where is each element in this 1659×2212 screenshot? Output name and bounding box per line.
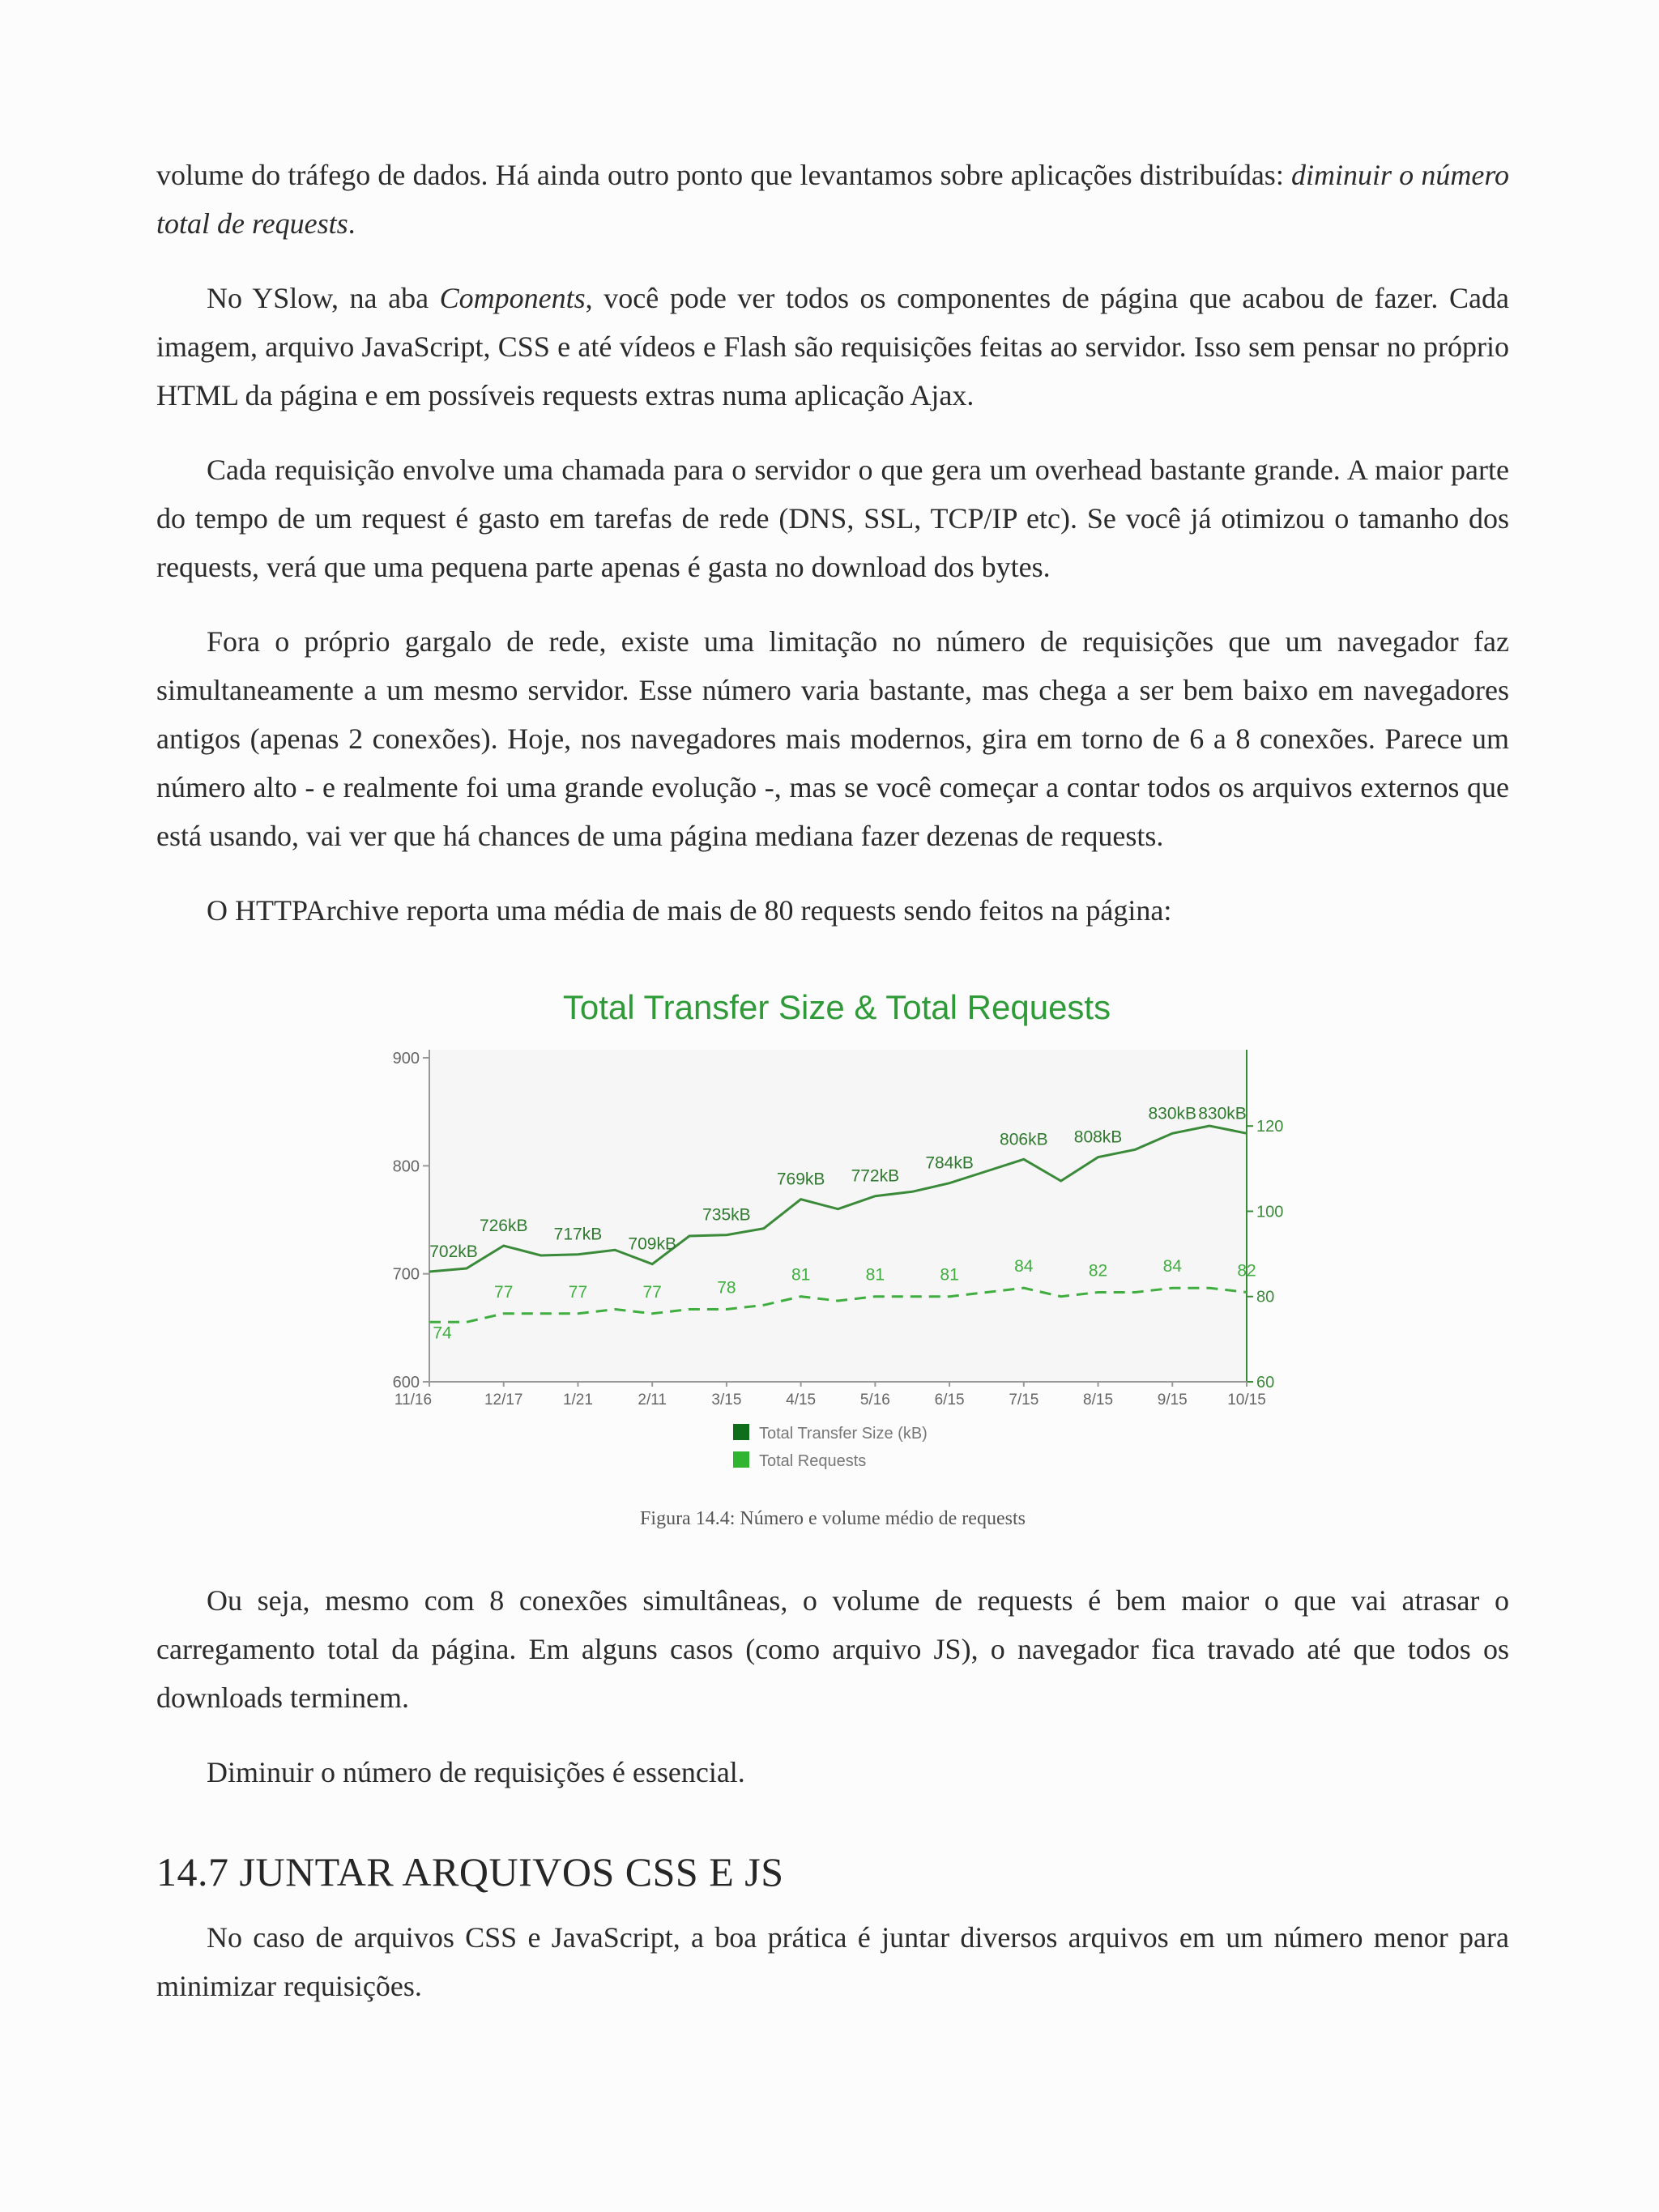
x-tick-label: 5/16	[859, 1392, 890, 1409]
right-tick-label: 100	[1256, 1203, 1284, 1221]
requests-data-label: 78	[717, 1278, 736, 1298]
x-tick-label: 12/17	[484, 1392, 523, 1409]
paragraph-3: Cada requisição envolve uma chamada para o servidor o que gera um overhead bastante grande. A maior parte do tempo de um request é gasto em tarefas de rede (DNS, SSL, TCP/IP etc). Se você já otimizou o tamanho dos requests, verá que uma pequena parte apenas é gasta no download dos bytes.	[156, 454, 1509, 583]
x-tick-label: 7/15	[1009, 1392, 1039, 1409]
x-tick-label: 11/16	[394, 1392, 433, 1409]
transfer-size-data-label: 735kB	[702, 1205, 751, 1225]
requests-data-label: 81	[940, 1265, 959, 1285]
page-content	[156, 151, 1509, 2036]
legend-swatch	[733, 1451, 749, 1468]
transfer-size-data-label: 830kB	[1198, 1104, 1247, 1123]
x-tick-label: 9/15	[1157, 1392, 1188, 1409]
transfer-size-data-label: 784kB	[925, 1153, 974, 1173]
x-tick-label: 10/15	[1227, 1392, 1266, 1409]
requests-data-label: 82	[1237, 1261, 1256, 1281]
transfer-size-data-label: 808kB	[1073, 1127, 1123, 1147]
paragraph-1-italic: diminuir o número total de requests	[156, 159, 1510, 240]
paragraph-4: Fora o próprio gargalo de rede, existe uma limitação no número de requisições que um navegador faz simultaneamente a um mesmo servidor. Esse número varia bastante, mas chega a ser bem baixo em navegadores antigos (apenas 2 conexões). Hoje, nos navegadores mais modernos, gira em torno de 6 a 8 conexões. Parece um número alto - e realmente foi uma grande evolução -, mas se você começar a contar todos os arquivos externos que está usando, vai ver que há chances de uma página mediana fazer dezenas de requests.	[156, 625, 1509, 852]
requests-data-label: 81	[865, 1265, 885, 1285]
requests-data-label: 82	[1088, 1261, 1108, 1281]
x-tick-label: 6/15	[934, 1392, 965, 1409]
requests-data-label: 77	[494, 1282, 514, 1302]
transfer-size-data-label: 717kB	[553, 1225, 603, 1244]
requests-data-label: 77	[568, 1282, 588, 1302]
paragraph-1	[156, 151, 1509, 248]
transfer-size-data-label: 772kB	[851, 1166, 900, 1186]
requests-data-label: 81	[791, 1265, 811, 1285]
section-heading: 14.7 JUNTAR ARQUIVOS CSS E JS	[156, 1849, 784, 1894]
transfer-size-data-label: 830kB	[1148, 1104, 1197, 1123]
requests-data-label: 84	[1014, 1257, 1034, 1276]
left-tick-label: 600	[392, 1374, 420, 1392]
left-tick-label: 800	[392, 1157, 420, 1176]
paragraph-2-text-b: , você pode ver todos os componentes de página que acabou de fazer. Cada imagem, arquivo JavaScript, CSS e até vídeos e Flash são requisições feitas ao servidor. Isso sem pensar no próprio HTML da página e em possíveis requests extras numa aplicação Ajax.	[156, 282, 1510, 411]
x-tick-label: 8/15	[1083, 1392, 1114, 1409]
transfer-size-data-label: 726kB	[479, 1217, 528, 1235]
plot-background	[429, 1050, 1247, 1382]
paragraph-2-text-a: No YSlow, na aba	[207, 282, 440, 314]
right-tick-label: 60	[1256, 1374, 1275, 1392]
paragraph-8: No caso de arquivos CSS e JavaScript, a boa prática é juntar diversos arquivos em um número menor para minimizar requisições.	[156, 1921, 1509, 2002]
legend-swatch	[733, 1424, 749, 1440]
x-tick-label: 1/21	[562, 1392, 593, 1409]
legend-label: Total Requests	[759, 1452, 867, 1470]
figure-chart	[156, 961, 1509, 1544]
transfer-size-data-label: 806kB	[1000, 1130, 1048, 1149]
left-tick-label: 700	[392, 1265, 420, 1284]
legend-label: Total Transfer Size (kB)	[759, 1425, 928, 1443]
transfer-size-data-label: 769kB	[776, 1170, 825, 1189]
chart-svg	[156, 961, 1509, 1495]
paragraph-1-text: volume do tráfego de dados. Há ainda outro ponto que levantamos sobre aplicações distribuídas:	[156, 159, 1291, 191]
paragraph-2	[156, 274, 1509, 420]
paragraph-7: Diminuir o número de requisições é essencial.	[207, 1756, 745, 1788]
transfer-size-data-label: 709kB	[628, 1234, 676, 1254]
x-tick-label: 3/15	[711, 1392, 742, 1409]
figure-caption: Figura 14.4: Número e volume médio de requests	[640, 1508, 1026, 1529]
left-tick-label: 900	[392, 1050, 420, 1068]
paragraph-1-end: .	[348, 207, 356, 240]
right-tick-label: 80	[1256, 1288, 1275, 1306]
requests-data-label: 74	[433, 1323, 452, 1343]
requests-data-label: 77	[642, 1282, 662, 1302]
requests-data-label: 84	[1162, 1257, 1182, 1276]
paragraph-6: Ou seja, mesmo com 8 conexões simultâneas, o volume de requests é bem maior o que vai atrasar o carregamento total da página. Em alguns casos (como arquivo JS), o navegador fica travado até que todos os downloads terminem.	[156, 1584, 1509, 1714]
paragraph-5: O HTTPArchive reporta uma média de mais de 80 requests sendo feitos na página:	[207, 894, 1172, 927]
chart-title: Total Transfer Size & Total Requests	[562, 988, 1111, 1026]
right-tick-label: 120	[1256, 1118, 1284, 1136]
paragraph-2-italic: Components	[439, 282, 586, 314]
x-tick-label: 2/11	[638, 1392, 667, 1409]
transfer-size-data-label: 702kB	[429, 1242, 478, 1261]
x-tick-label: 4/15	[786, 1392, 817, 1409]
